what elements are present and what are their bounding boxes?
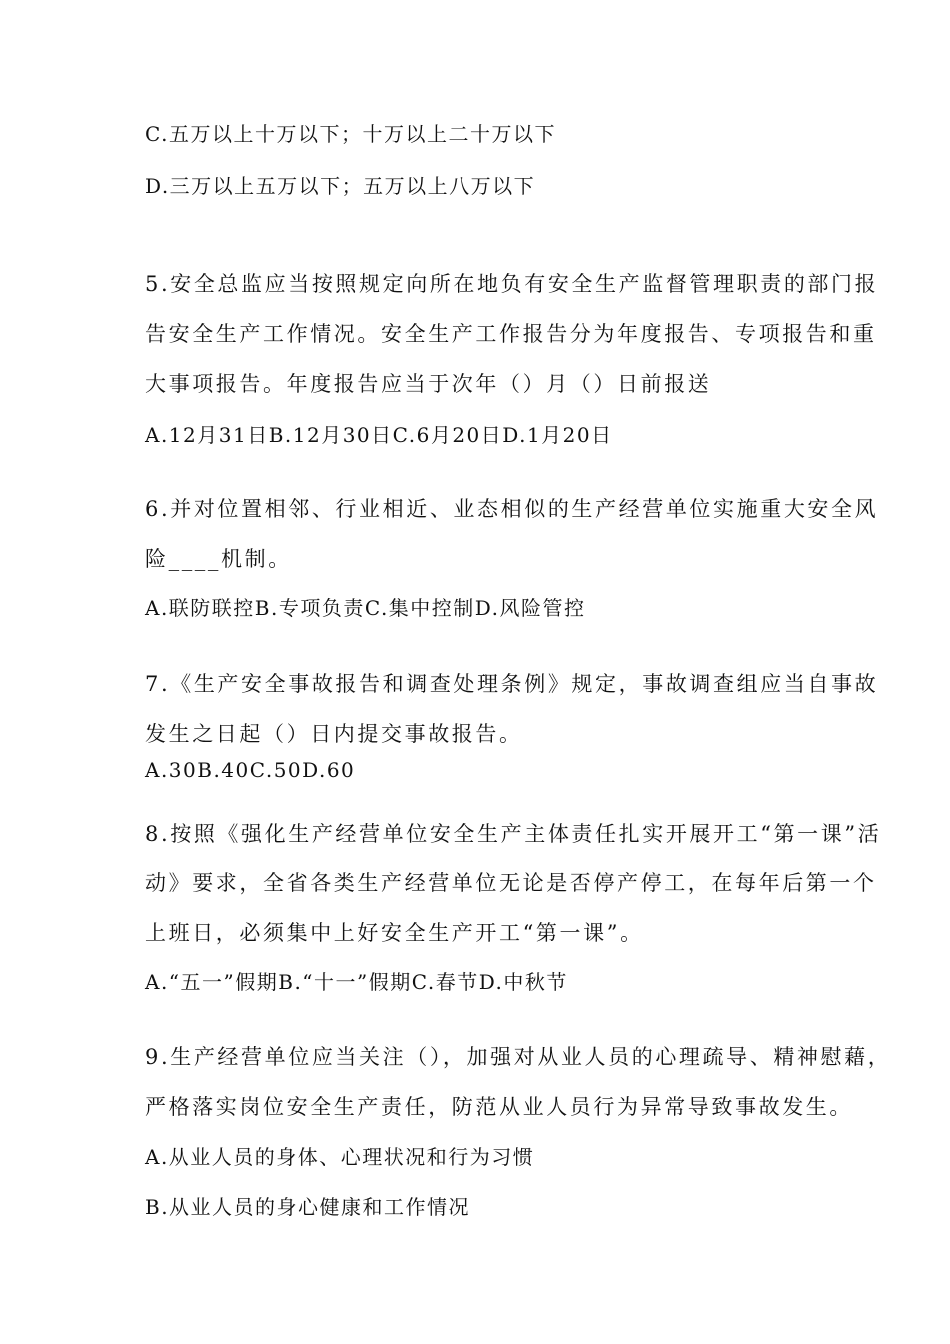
- q7-stem-line-2: 发生之日起（）日内提交事故报告。: [145, 722, 523, 746]
- q9-option-a: A.从业人员的身体、心理状况和行为习惯: [145, 1145, 535, 1169]
- q6-options: A.联防联控B.专项负责C.集中控制D.风险管控: [145, 596, 586, 620]
- q4-option-c: C.五万以上十万以下；十万以上二十万以下: [145, 122, 556, 146]
- q8-stem-line-3: 上班日，必须集中上好安全生产开工“第一课”。: [145, 921, 644, 945]
- q5-stem-line-1: 5.安全总监应当按照规定向所在地负有安全生产监督管理职责的部门报: [145, 272, 879, 296]
- q9-stem-line-2: 严格落实岗位安全生产责任，防范从业人员行为异常导致事故发生。: [145, 1095, 853, 1119]
- q8-stem-line-1: 8.按照《强化生产经营单位安全生产主体责任扎实开展开工“第一课”活: [145, 822, 882, 846]
- q9-stem-line-1: 9.生产经营单位应当关注（），加强对从业人员的心理疏导、精神慰藉，: [145, 1045, 892, 1069]
- q7-stem-line-1: 7.《生产安全事故报告和调查处理条例》规定，事故调查组应当自事故: [145, 672, 879, 696]
- q5-stem-line-2: 告安全生产工作情况。安全生产工作报告分为年度报告、专项报告和重: [145, 322, 877, 346]
- q5-options: A.12月31日B.12月30日C.6月20日D.1月20日: [145, 423, 613, 447]
- q6-stem-line-2: 险____机制。: [145, 547, 292, 571]
- q8-options: A.“五一”假期B.“十一”假期C.春节D.中秋节: [145, 970, 568, 994]
- q5-stem-line-3: 大事项报告。年度报告应当于次年（）月（）日前报送: [145, 372, 712, 396]
- q4-option-d: D.三万以上五万以下；五万以上八万以下: [145, 174, 536, 198]
- q9-option-b: B.从业人员的身心健康和工作情况: [145, 1195, 471, 1219]
- q7-options: A.30B.40C.50D.60: [145, 758, 356, 782]
- q8-stem-line-2: 动》要求，全省各类生产经营单位无论是否停产停工，在每年后第一个: [145, 871, 877, 895]
- q6-stem-line-1: 6.并对位置相邻、行业相近、业态相似的生产经营单位实施重大安全风: [145, 497, 879, 521]
